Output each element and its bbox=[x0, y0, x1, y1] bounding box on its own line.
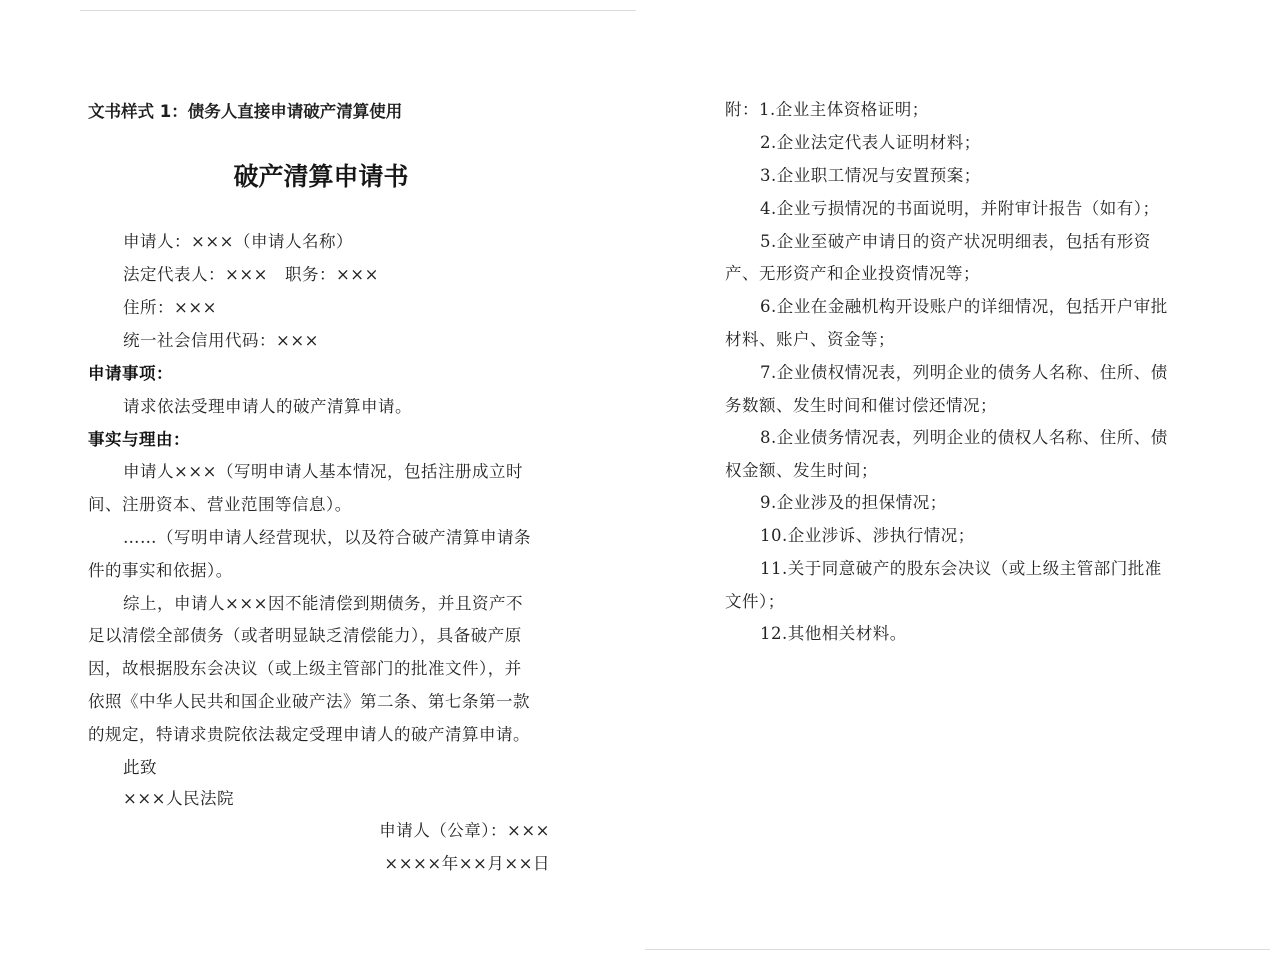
attachment-item: 5.企业至破产申请日的资产状况明细表，包括有形资 bbox=[760, 232, 1151, 251]
request-text: 请求依法受理申请人的破产清算申请。 bbox=[123, 397, 412, 416]
facts-paragraph-3-line: 综上，申请人×××因不能清偿到期债务，并且资产不 bbox=[123, 594, 523, 613]
facts-heading: 事实与理由： bbox=[88, 430, 190, 449]
attachment-item: 12.其他相关材料。 bbox=[760, 624, 907, 643]
attachment-item-continued: 文件）； bbox=[725, 592, 785, 611]
facts-paragraph-3-line: 的规定，特请求贵院依法裁定受理申请人的破产清算申请。 bbox=[88, 725, 530, 744]
attachment-item-continued: 材料、账户、资金等； bbox=[725, 330, 895, 349]
signature-line: 申请人（公章）：××× bbox=[379, 821, 550, 840]
attachment-item: 11.关于同意破产的股东会决议（或上级主管部门批准 bbox=[760, 559, 1162, 578]
facts-paragraph-1-line: 间、注册资本、营业范围等信息）。 bbox=[88, 495, 352, 514]
facts-paragraph-1-line: 申请人×××（写明申请人基本情况，包括注册成立时 bbox=[123, 462, 523, 481]
sample-label: 文书样式 1：债务人直接申请破产清算使用 bbox=[88, 102, 403, 121]
attachment-item: 6.企业在金融机构开设账户的详细情况，包括开户审批 bbox=[760, 297, 1168, 316]
document-title: 破产清算申请书 bbox=[233, 162, 409, 191]
right-page bbox=[725, 0, 1205, 960]
facts-paragraph-2-line: ……（写明申请人经营现状，以及符合破产清算申请条 bbox=[123, 528, 531, 547]
attachment-item: 8.企业债务情况表，列明企业的债权人名称、住所、债 bbox=[760, 428, 1168, 447]
legal-rep-line: 法定代表人：××× 职务：××× bbox=[123, 265, 379, 284]
attachment-item: 3.企业职工情况与安置预案； bbox=[760, 166, 981, 185]
attachment-item-continued: 产、无形资产和企业投资情况等； bbox=[725, 264, 980, 283]
left-page bbox=[88, 0, 568, 960]
attachment-item: 附：1.企业主体资格证明； bbox=[725, 100, 929, 119]
attachment-item-continued: 权金额、发生时间； bbox=[725, 461, 878, 480]
applicant-line: 申请人：×××（申请人名称） bbox=[123, 232, 353, 251]
facts-paragraph-3-line: 因，故根据股东会决议（或上级主管部门的批准文件），并 bbox=[88, 659, 522, 678]
attachment-item: 2.企业法定代表人证明材料； bbox=[760, 133, 981, 152]
attachment-item-continued: 务数额、发生时间和催讨偿还情况； bbox=[725, 396, 997, 415]
facts-paragraph-2-line: 件的事实和依据）。 bbox=[88, 561, 233, 580]
facts-paragraph-3-line: 足以清偿全部债务（或者明显缺乏清偿能力），具备破产原 bbox=[88, 626, 522, 645]
date-line: ××××年××月××日 bbox=[384, 854, 550, 873]
court-name: ×××人民法院 bbox=[123, 789, 234, 808]
facts-paragraph-3-line: 依照《中华人民共和国企业破产法》第二条、第七条第一款 bbox=[88, 692, 530, 711]
request-heading: 申请事项： bbox=[88, 364, 173, 383]
credit-code-line: 统一社会信用代码：××× bbox=[123, 331, 319, 350]
salutation: 此致 bbox=[123, 758, 157, 777]
attachment-item: 7.企业债权情况表，列明企业的债务人名称、住所、债 bbox=[760, 363, 1168, 382]
address-line: 住所：××× bbox=[123, 298, 217, 317]
attachment-item: 9.企业涉及的担保情况； bbox=[760, 493, 947, 512]
attachment-item: 10.企业涉诉、涉执行情况； bbox=[760, 526, 975, 545]
attachment-item: 4.企业亏损情况的书面说明，并附审计报告（如有）； bbox=[760, 199, 1160, 218]
